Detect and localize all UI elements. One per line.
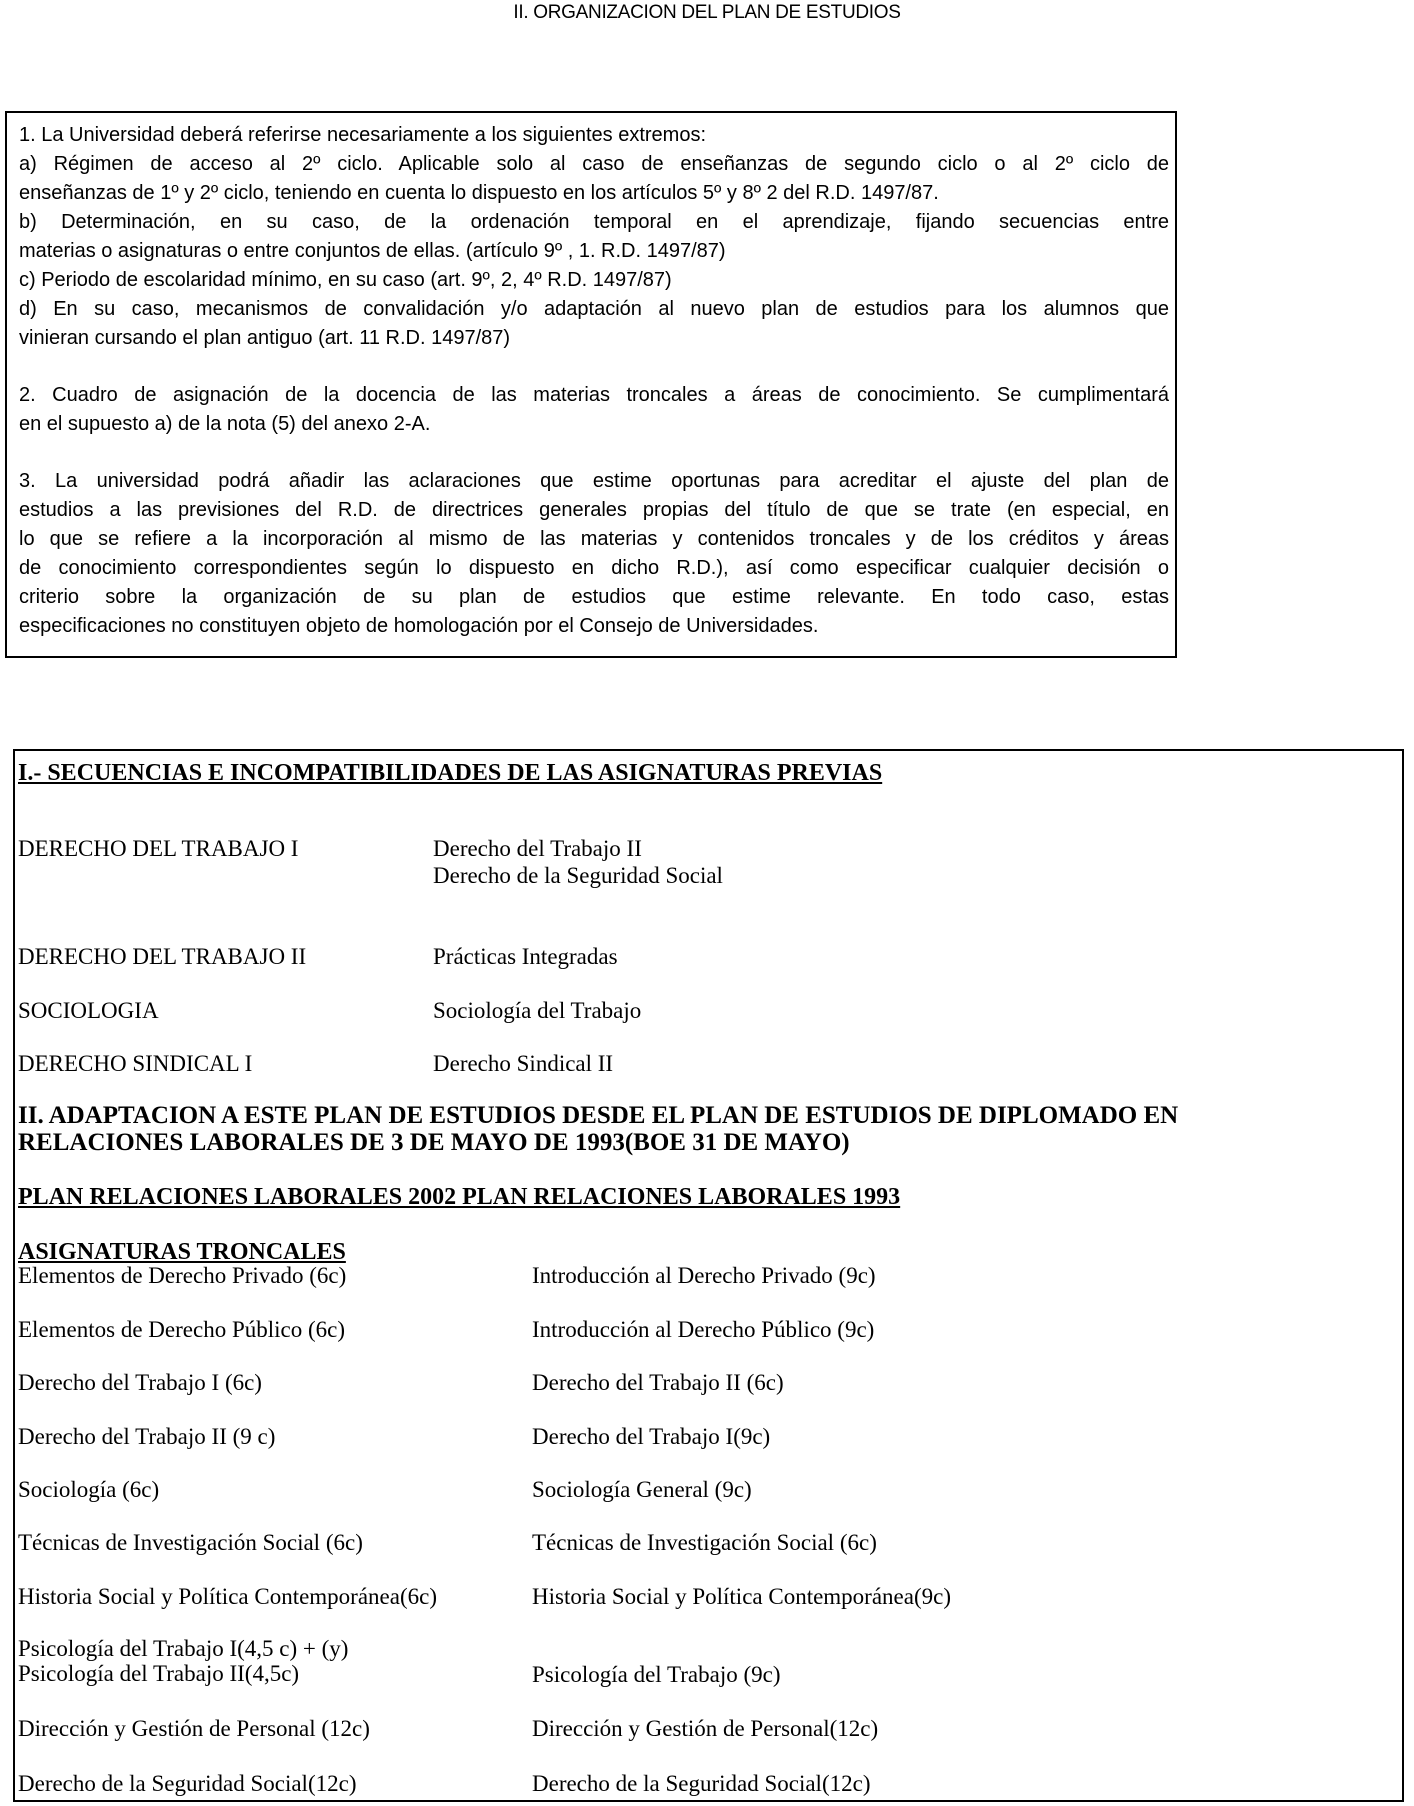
- instruction-line: estudios a las previsiones del R.D. de directrices generales propias del título de que se trate (en especial, en: [19, 499, 1169, 521]
- instruction-line: en el supuesto a) de la nota (5) del anexo 2-A.: [19, 413, 431, 435]
- subsequent-subject: Sociología del Trabajo: [433, 998, 642, 1023]
- new-plan-subject: Elementos de Derecho Público (6c): [18, 1317, 345, 1342]
- instruction-line: 2. Cuadro de asignación de la docencia de las materias troncales a áreas de conocimiento. Se cumplimentará: [19, 384, 1169, 406]
- old-plan-subject: Psicología del Trabajo (9c): [532, 1662, 781, 1687]
- new-plan-subject: Historia Social y Política Contemporánea(6c): [18, 1584, 437, 1609]
- instructions-box: [5, 111, 1177, 658]
- new-plan-subject: Técnicas de Investigación Social (6c): [18, 1530, 363, 1555]
- plans-heading: PLAN RELACIONES LABORALES 2002 PLAN RELACIONES LABORALES 1993: [18, 1184, 901, 1210]
- subject-name: DERECHO DEL TRABAJO II: [18, 944, 307, 969]
- old-plan-subject: Derecho del Trabajo II (6c): [532, 1370, 784, 1395]
- instruction-line: criterio sobre la organización de su plan de estudios que estime relevante. En todo caso, estas: [19, 586, 1169, 608]
- subject-name: DERECHO SINDICAL I: [18, 1051, 253, 1076]
- old-plan-subject: Técnicas de Investigación Social (6c): [532, 1530, 877, 1555]
- subsequent-subject: Derecho del Trabajo II: [433, 836, 642, 861]
- new-plan-subject: Sociología (6c): [18, 1477, 160, 1502]
- new-plan-subject: Elementos de Derecho Privado (6c): [18, 1263, 347, 1288]
- subsequent-subject: Derecho Sindical II: [433, 1051, 614, 1076]
- old-plan-subject: Derecho de la Seguridad Social(12c): [532, 1771, 871, 1796]
- instruction-line: materias o asignaturas o entre conjuntos de ellas. (artículo 9º , 1. R.D. 1497/87): [19, 240, 726, 262]
- section2-heading: RELACIONES LABORALES DE 3 DE MAYO DE 1993(BOE 31 DE MAYO): [18, 1129, 850, 1156]
- instruction-line: de conocimiento correspondientes según lo dispuesto en dicho R.D.), así como especificar cualquier decisión o: [19, 557, 1169, 579]
- old-plan-subject: Derecho del Trabajo I(9c): [532, 1424, 771, 1449]
- new-plan-subject: Psicología del Trabajo I(4,5 c) + (y): [18, 1636, 349, 1661]
- instruction-line: c) Periodo de escolaridad mínimo, en su caso (art. 9º, 2, 4º R.D. 1497/87): [19, 269, 672, 291]
- new-plan-subject: Derecho de la Seguridad Social(12c): [18, 1771, 357, 1796]
- section1-heading: I.- SECUENCIAS E INCOMPATIBILIDADES DE LAS ASIGNATURAS PREVIAS: [18, 760, 883, 786]
- section2-heading: II. ADAPTACION A ESTE PLAN DE ESTUDIOS DESDE EL PLAN DE ESTUDIOS DE DIPLOMADO EN: [18, 1102, 1179, 1129]
- instruction-line: 3. La universidad podrá añadir las aclaraciones que estime oportunas para acreditar el ajuste del plan de: [19, 470, 1169, 492]
- instruction-line: lo que se refiere a la incorporación al mismo de las materias y contenidos troncales y de los créditos y áreas: [19, 528, 1169, 550]
- new-plan-subject: Derecho del Trabajo II (9 c): [18, 1424, 276, 1449]
- page-title: II. ORGANIZACION DEL PLAN DE ESTUDIOS: [513, 2, 901, 23]
- subject-name: DERECHO DEL TRABAJO I: [18, 836, 299, 861]
- instruction-line: 1. La Universidad deberá referirse necesariamente a los siguientes extremos:: [19, 124, 707, 146]
- old-plan-subject: Sociología General (9c): [532, 1477, 752, 1502]
- instruction-line: enseñanzas de 1º y 2º ciclo, teniendo en cuenta lo dispuesto en los artículos 5º y 8º 2 del R.D. 1497/87.: [19, 182, 939, 204]
- instruction-line: especificaciones no constituyen objeto de homologación por el Consejo de Universidades.: [19, 615, 819, 637]
- subject-name: SOCIOLOGIA: [18, 998, 159, 1023]
- subsequent-subject: Prácticas Integradas: [433, 944, 618, 969]
- instruction-line: b) Determinación, en su caso, de la ordenación temporal en el aprendizaje, fijando secuencias entre: [19, 211, 1169, 233]
- instruction-line: d) En su caso, mecanismos de convalidación y/o adaptación al nuevo plan de estudios para los alumnos que: [19, 298, 1169, 320]
- old-plan-subject: Introducción al Derecho Público (9c): [532, 1317, 875, 1342]
- subsequent-subject: Derecho de la Seguridad Social: [433, 863, 723, 888]
- instruction-line: vinieran cursando el plan antiguo (art. 11 R.D. 1497/87): [19, 327, 511, 349]
- instruction-line: a) Régimen de acceso al 2º ciclo. Aplicable solo al caso de enseñanzas de segundo ciclo o al 2º ciclo de: [19, 153, 1169, 175]
- new-plan-subject: Psicología del Trabajo II(4,5c): [18, 1661, 300, 1686]
- new-plan-subject: Derecho del Trabajo I (6c): [18, 1370, 262, 1395]
- plan-box: [13, 749, 1404, 1802]
- old-plan-subject: Introducción al Derecho Privado (9c): [532, 1263, 876, 1288]
- old-plan-subject: Dirección y Gestión de Personal(12c): [532, 1716, 879, 1741]
- new-plan-subject: Dirección y Gestión de Personal (12c): [18, 1716, 370, 1741]
- old-plan-subject: Historia Social y Política Contemporánea(9c): [532, 1584, 951, 1609]
- troncales-heading: ASIGNATURAS TRONCALES: [18, 1239, 346, 1265]
